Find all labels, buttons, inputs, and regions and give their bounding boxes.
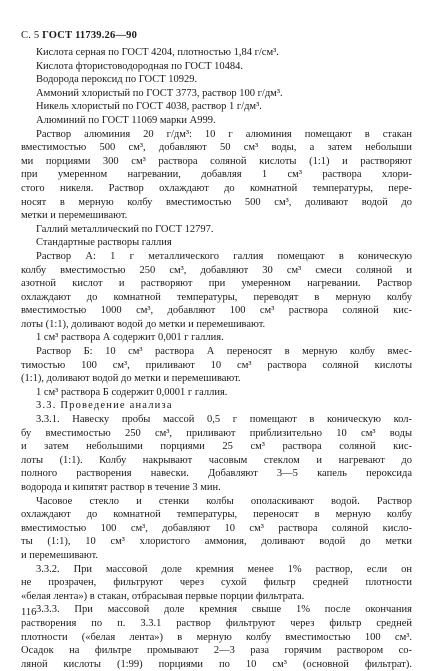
- text-line: и затем небольшими порциями 25 см³ раствора соляной кис-: [21, 441, 412, 453]
- text-line: при умеренном нагревании, добавляя 1 см³ раствора хлори-: [21, 169, 412, 181]
- text-line: азотной кислот и растворяют при умеренном нагревании. Раствор: [21, 278, 412, 290]
- text-line: колбу вместимостью 250 см³, добавляют 30 см³ смеси соляной и: [21, 264, 412, 276]
- text-line: «белая лента») в стакан, отбрасывая первые порции фильтрата.: [21, 590, 305, 602]
- page-prefix: С. 5: [21, 30, 40, 41]
- text-line: 1 см³ раствора Б содержит 0,0001 г галлия.: [36, 386, 228, 398]
- text-line: Раствор Б: 10 см³ раствора А переносят в мерную колбу вмес-: [36, 346, 412, 358]
- text-line: Кислота серная по ГОСТ 4204, плотностью 1,84 г/см³.: [36, 47, 279, 58]
- section-heading: 3.3. Проведение анализа: [36, 400, 173, 412]
- text-line: охлаждают до комнатной температуры, переносят в мерную колбу: [21, 509, 412, 521]
- text-line: вместимостью 1000 см³, добавляют 100 см³ раствора соляной кис-: [21, 305, 412, 317]
- text-line: (1:1), доливают водой до метки и перемешивают.: [21, 373, 241, 385]
- text-line: и перемешивают.: [21, 549, 99, 561]
- text-line: Раствор А: 1 г металлического галлия помещают в коническую: [36, 250, 412, 262]
- text-line: вместимостью 100 см³, добавляют 10 см³ раствора соляной кисло-: [21, 522, 412, 534]
- text-line: бу вместимостью 250 см³, приливают приблизительно 10 см³ воды: [21, 427, 412, 439]
- text-line: растворения по п. 3.3.1 раствор фильтруют через фильтр средней: [21, 617, 412, 629]
- text-line: Галлий металлический по ГОСТ 12797.: [36, 223, 214, 235]
- text-line: водорода и кипятят раствор в течение 3 мин.: [21, 482, 221, 493]
- text-line: Осадок на фильтре промывают 2—3 раза горячим раствором со-: [21, 645, 412, 657]
- text-line: 3.3.2. При массовой доле кремния менее 1% раствор, если он: [36, 563, 412, 575]
- text-line: 3.3.3. При массовой доле кремния свыше 1% после окончания: [36, 604, 412, 616]
- text-line: полного растворения навески. Добавляют 3—5 капель пероксида: [21, 468, 412, 480]
- text-line: ты (1:1), 10 см³ хлористого аммония, доливают водой до метки: [21, 536, 412, 548]
- page-number: 116: [21, 607, 37, 618]
- text-line: плотности («белая лента») в мерную колбу вместимостью 100 см³.: [21, 631, 412, 643]
- text-line: Кислота фтористоводородная по ГОСТ 10484.: [36, 60, 244, 72]
- text-line: вместимостью 500 см³, добавляют 50 см³ воды, а затем неболыши: [21, 142, 412, 154]
- text-line: 3.3.1. Навеску пробы массой 0,5 г помещают в коническую кол-: [36, 414, 412, 426]
- text-line: ляной кислоты (1:99) порциями по 10 см³ (основной фильтрат).: [21, 658, 412, 670]
- text-line: тимостью 100 см³, приливают 10 см³ раствора соляной кислоты: [21, 359, 412, 371]
- text-line: Водорода пероксид по ГОСТ 10929.: [36, 74, 198, 86]
- text-line: стого никеля. Раствор охлаждают до комнатной температуры, пере-: [21, 182, 412, 194]
- text-line: охлаждают до комнатной температуры, переводят в мерную колбу: [21, 291, 412, 303]
- text-line: лоты (1:1), доливают водой до метки и перемешивают.: [21, 318, 266, 330]
- text-line: 1 см³ раствора А содержит 0,001 г галлия.: [36, 332, 224, 344]
- text-line: лоты (1:1). Колбу накрывают часовым стеклом и нагревают до: [21, 454, 412, 466]
- text-line: ми порциями 300 см³ раствора соляной кислоты (1:1) и растворяют: [21, 155, 412, 167]
- text-line: Алюминий по ГОСТ 11069 марки А999.: [36, 114, 216, 126]
- text-line: Раствор алюминия 20 г/дм³: 10 г алюминия помещают в стакан: [36, 128, 412, 140]
- standard-code: ГОСТ 11739.26—90: [42, 30, 138, 41]
- text-line: Никель хлористый по ГОСТ 4038, раствор 1 г/дм³.: [36, 101, 262, 113]
- text-line: метки и перемешивают.: [21, 210, 128, 222]
- page-header: [21, 30, 137, 41]
- text-line: Стандартные растворы галлия: [36, 237, 172, 249]
- text-line: носят в мерную колбу вместимостью 500 см³, доливают водой до: [21, 196, 412, 208]
- text-line: Аммоний хлористый по ГОСТ 3773, раствор 100 г/дм³.: [36, 87, 283, 99]
- text-line: не прозрачен, фильтруют через сухой фильтр средней плотности: [21, 577, 412, 589]
- text-line: Часовое стекло и стенки колбы ополаскивают водой. Раствор: [36, 495, 412, 507]
